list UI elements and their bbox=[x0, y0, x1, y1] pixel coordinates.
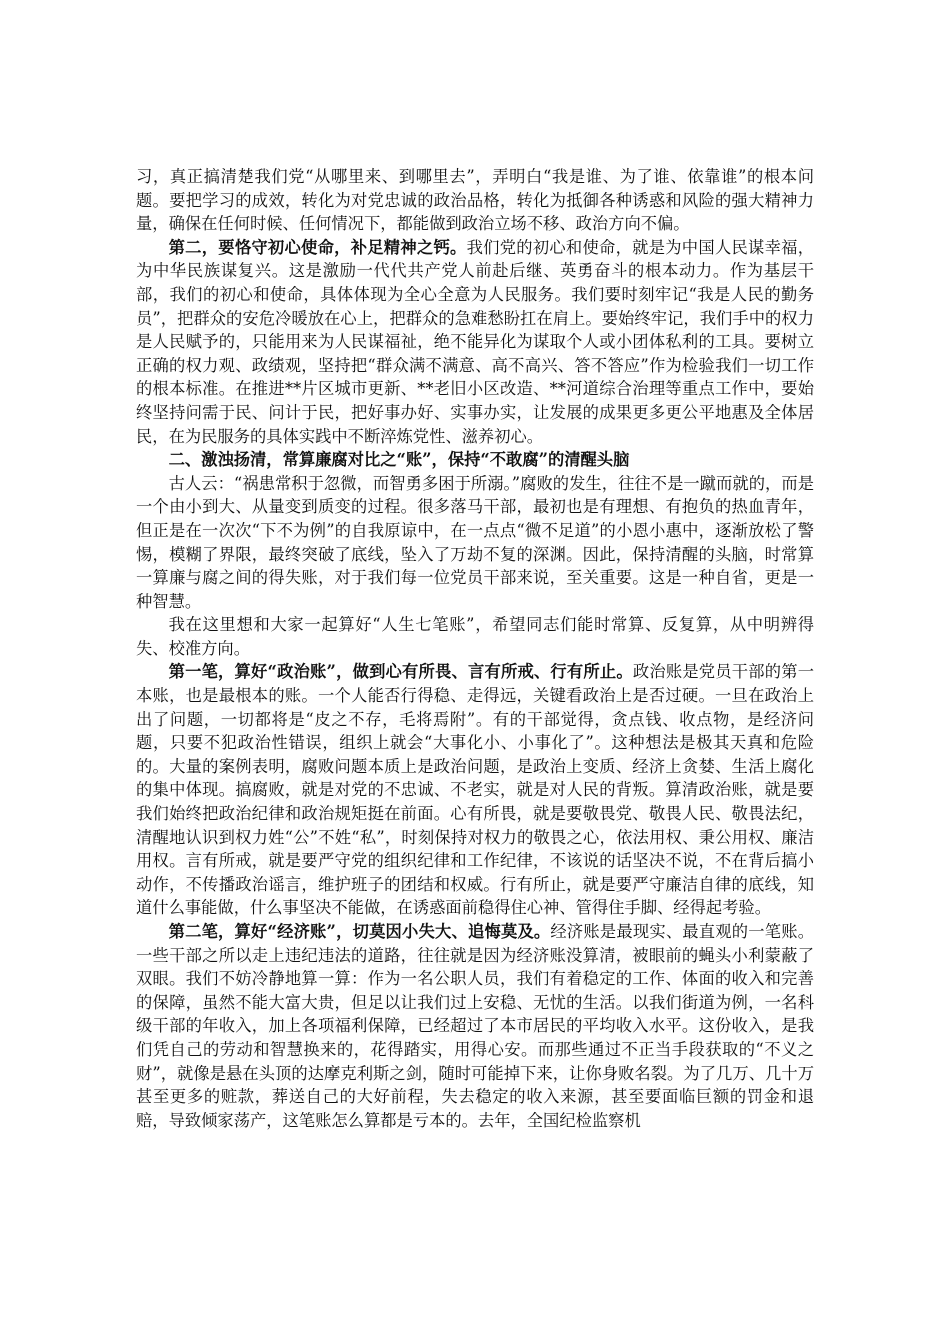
document-body bbox=[136, 165, 814, 1132]
paragraph-text: 政治账是党员干部的第一本账，也是最根本的账。一个人能否行得稳、走得远，关键看政治上是否过硬。一旦在政治上出了问题，一切都将是“皮之不存，毛将焉附”。有的干部觉得，贪点钱、收点物，是经济问题，只要不犯政治性错误，组织上就会“大事化小、小事化了”。这种想法是极其天真和危险的。大量的案例表明，腐败问题本质上是政治问题，是政治上变质、经济上贪婪、生活上腐化的集中体现。搞腐败，就是对党的不忠诚、不老实，就是对人民的背叛。算清政治账，就是要我们始终把政治纪律和政治规矩挺在前面。心有所畏，就是要敬畏党、敬畏人民、敬畏法纪，清醒地认识到权力姓“公”不姓“私”，时刻保持对权力的敬畏之心，依法用权、秉公用权、廉洁用权。言有所戒，就是要严守党的组织纪律和工作纪律，不该说的话坚决不说，不在背后搞小动作，不传播政治谣言，维护班子的团结和权威。行有所止，就是要严守廉洁自律的底线，知道什么事能做，什么事坚决不能做，在诱惑面前稳得住心神、管得住手脚、经得起考验。 bbox=[136, 662, 814, 918]
paragraph-seven-accounts bbox=[136, 613, 814, 660]
paragraph-lead: 第二笔，算好“经济账”，切莫因小失大、追悔莫及。 bbox=[168, 922, 551, 941]
paragraph-economic-account bbox=[136, 920, 814, 1132]
paragraph-text: 我在这里想和大家一起算好“人生七笔账”，希望同志们能时常算、反复算，从中明辨得失、校准方向。 bbox=[136, 615, 814, 658]
paragraph-text: 经济账是最现实、最直观的一笔账。一些干部之所以走上违纪违法的道路，往往就是因为经济账没算清，被眼前的蝇头小利蒙蔽了双眼。我们不妨冷静地算一算：作为一名公职人员，我们有着稳定的工作、体面的收入和完善的保障，虽然不能大富大贵，但足以让我们过上安稳、无忧的生活。以我们街道为例，一名科级干部的年收入，加上各项福利保障，已经超过了本市居民的平均收入水平。这份收入，是我们凭自己的劳动和智慧换来的，花得踏实，用得心安。而那些通过不正当手段获取的“不义之财”，就像是悬在头顶的达摩克利斯之剑，随时可能掉下来，让你身败名裂。为了几万、几十万甚至更多的赃款，葬送自己的大好前程，失去稳定的收入来源，甚至要面临巨额的罚金和退赔，导致倾家荡产，这笔账怎么算都是亏本的。去年，全国纪检监察机 bbox=[136, 922, 814, 1130]
paragraph-text: 我们党的初心和使命，就是为中国人民谋幸福，为中华民族谋复兴。这是激励一代代共产党人前赴后继、英勇奋斗的根本动力。作为基层干部，我们的初心和使命，具体体现为全心全意为人民服务。我们要时刻牢记“我是人民的勤务员”，把群众的安危冷暖放在心上，把群众的急难愁盼扛在肩上。要始终牢记，我们手中的权力是人民赋予的，只能用来为人民谋福祉，绝不能异化为谋取个人或小团体私利的工具。要树立正确的权力观、政绩观，坚持把“群众满不满意、高不高兴、答不答应”作为检验我们一切工作的根本标准。在推进**片区城市更新、**老旧小区改造、**河道综合治理等重点工作中，要始终坚持问需于民、问计于民，把好事办好、实事办实，让发展的成果更多更公平地惠及全体居民，在为民服务的具体实践中不断淬炼党性、滋养初心。 bbox=[136, 237, 814, 446]
paragraph-political-account bbox=[136, 660, 814, 920]
paragraph-text: 古人云：“祸患常积于忽微，而智勇多困于所溺。”腐败的发生，往往不是一蹴而就的，而是一个由小到大、从量变到质变的过程。很多落马干部，最初也是有理想、有抱负的热血青年，但正是在一次次“下不为例”的自我原谅中，在一点点“微不足道”的小恩小惠中，逐渐放松了警惕，模糊了界限，最终突破了底线，坠入了万劫不复的深渊。因此，保持清醒的头脑，时常算一算廉与腐之间的得失账，对于我们每一位党员干部来说，至关重要。这是一种自省，更是一种智慧。 bbox=[136, 473, 814, 611]
paragraph-second-point bbox=[136, 236, 814, 448]
paragraph-lead: 第一笔，算好“政治账”，做到心有所畏、言有所戒、行有所止。 bbox=[168, 662, 633, 682]
section-heading: 二、激浊扬清，常算廉腐对比之“账”，保持“不敢腐”的清醒头脑 bbox=[168, 450, 630, 470]
paragraph-continuation bbox=[136, 165, 814, 236]
paragraph-lead: 第二，要恪守初心使命，补足精神之钙。 bbox=[168, 237, 467, 257]
paragraph-text: 习，真正搞清楚我们党“从哪里来、到哪里去”，弄明白“我是谁、为了谁、依靠谁”的根本问题。要把学习的成效，转化为对党忠诚的政治品格，转化为抵御各种诱惑和风险的强大精神力量，确保在任何时候、任何情况下，都能做到政治立场不移、政治方向不偏。 bbox=[136, 167, 814, 234]
paragraph-quote bbox=[136, 472, 814, 614]
